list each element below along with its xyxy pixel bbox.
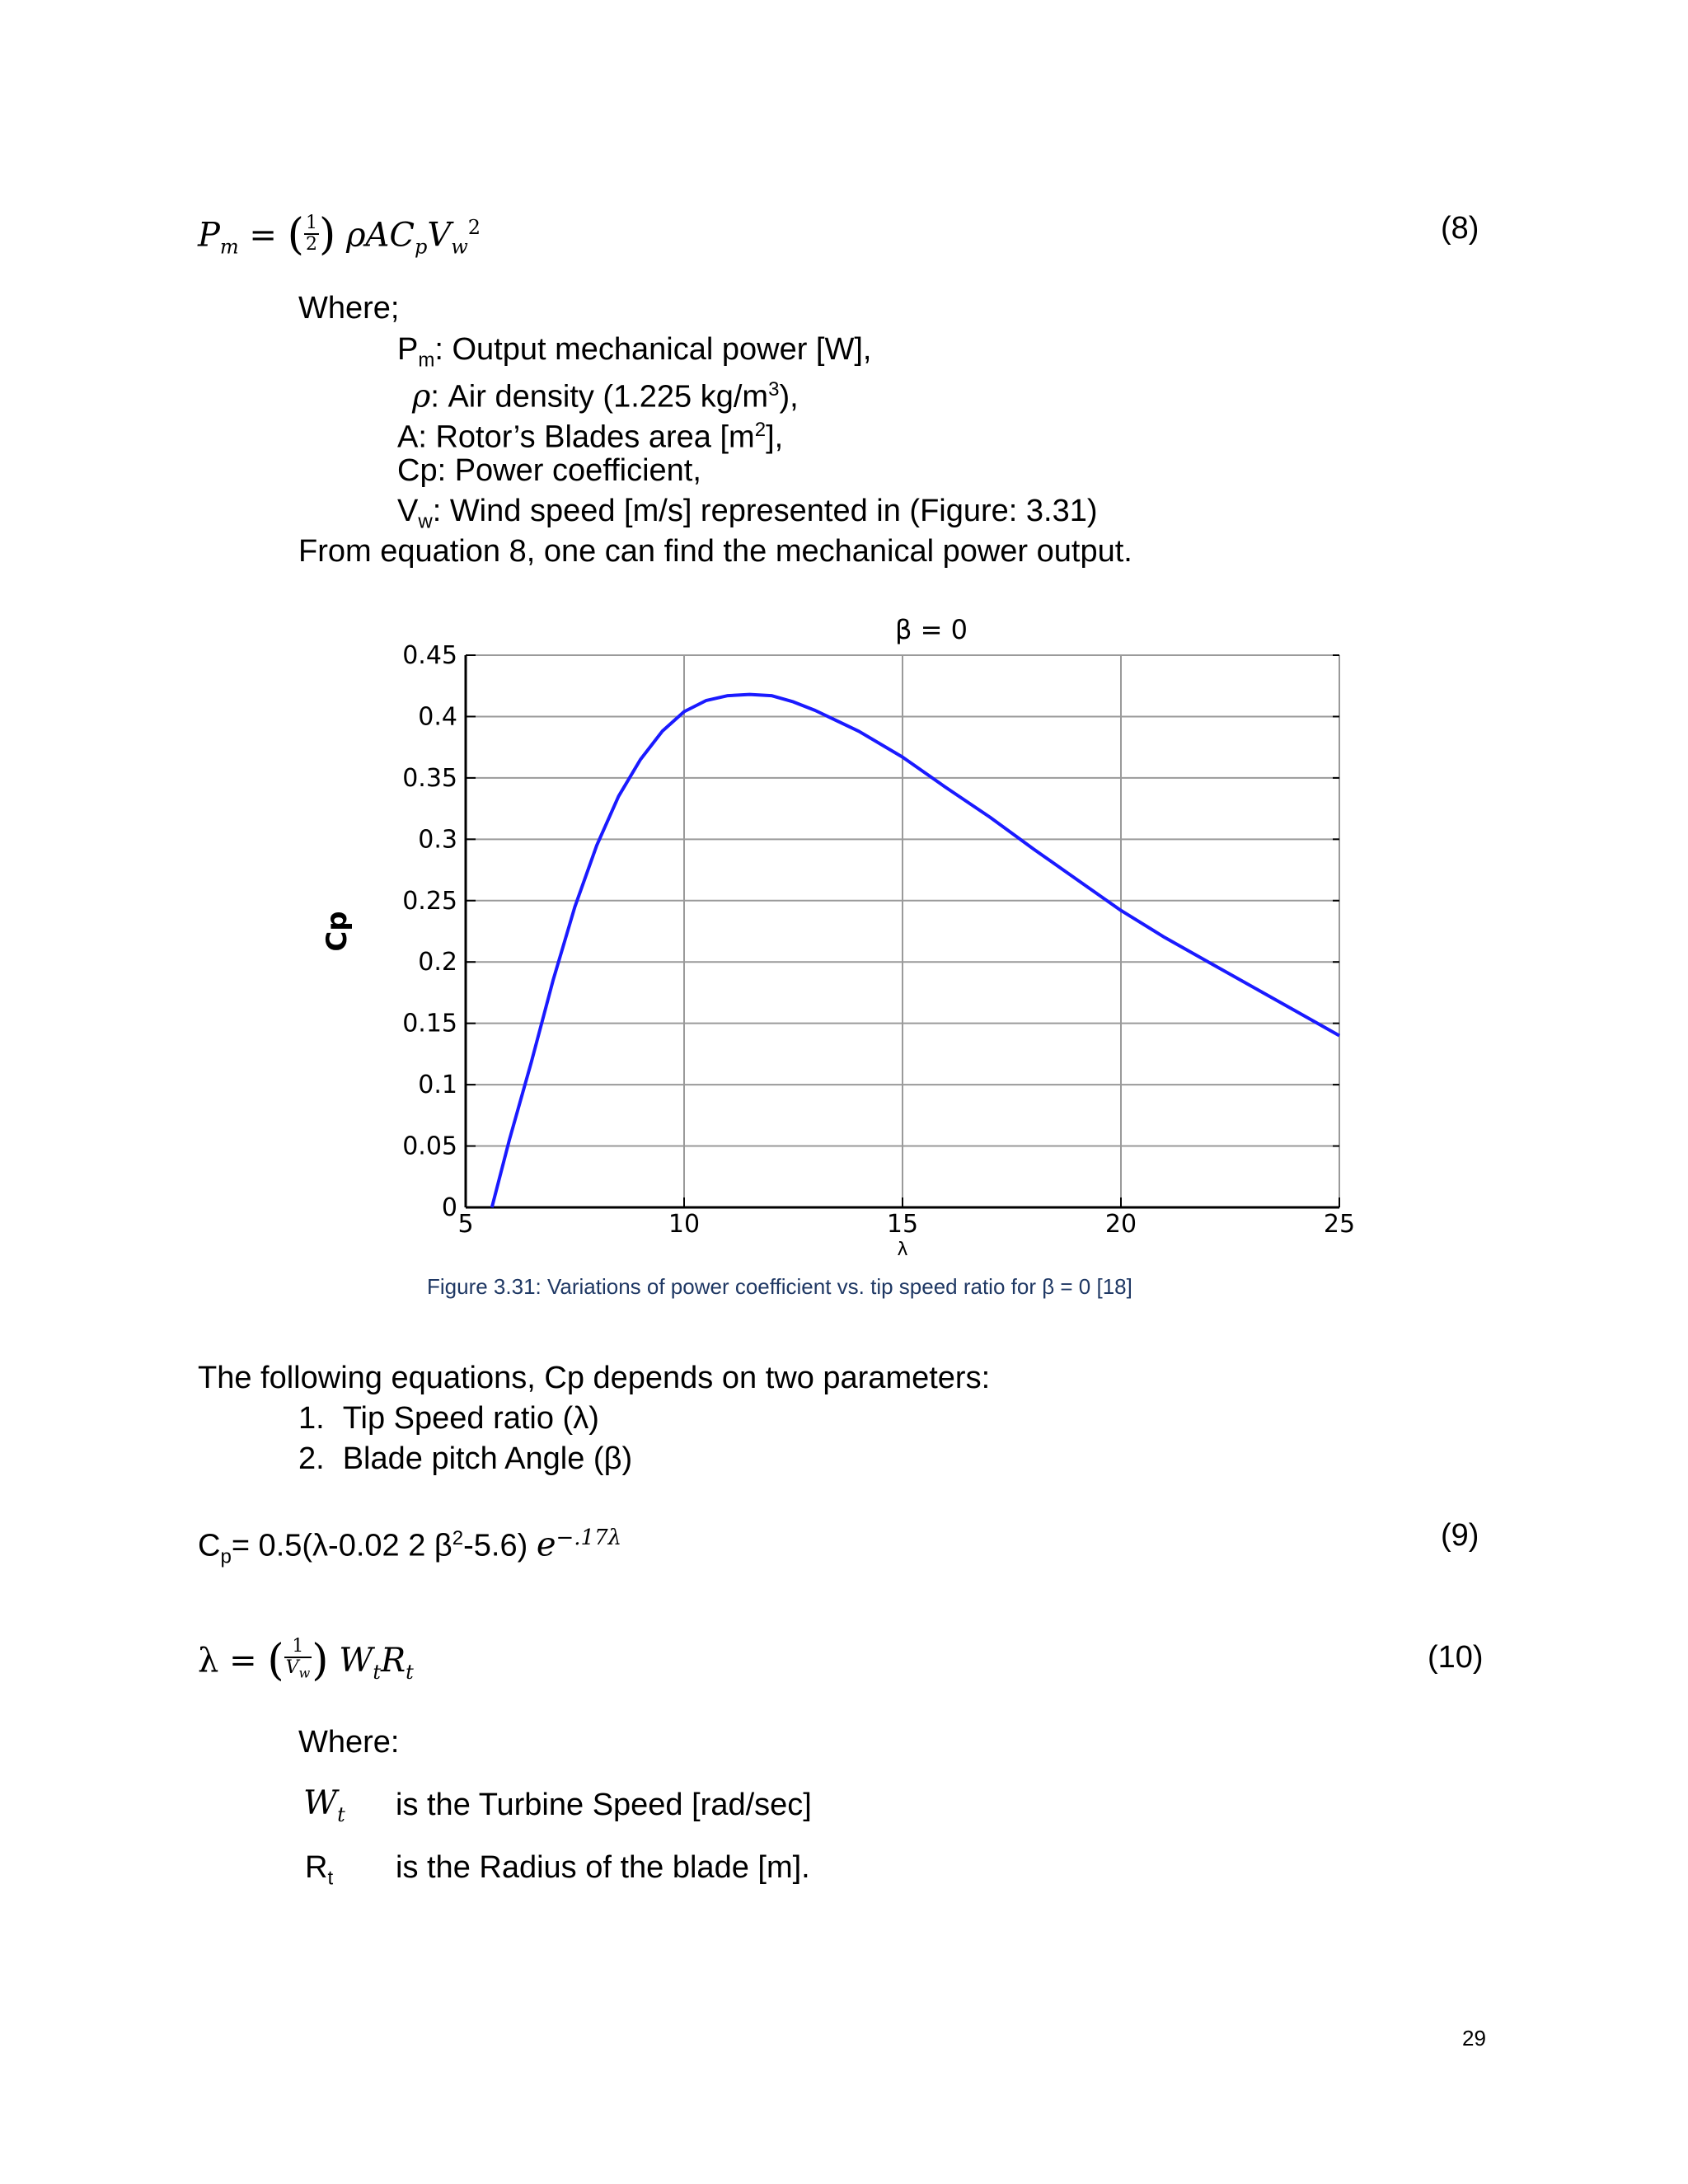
para2-item-1: 1. Tip Speed ratio (λ) bbox=[298, 1401, 599, 1436]
equation-9: $C_p= 0.5(\lambda-0.02$ 2 $\beta^2-5.6$) $e^{-.17\lambda}$ bbox=[198, 1526, 622, 1568]
where2-item-wt: $W_t$ bbox=[303, 1784, 345, 1826]
eq8-frac-num: 1 bbox=[305, 213, 317, 234]
para2-item-2: 2. Blade pitch Angle (β) bbox=[298, 1441, 633, 1476]
eq8-rhs-sub1: p bbox=[414, 235, 428, 259]
eq10-rhs-sub2: t bbox=[406, 1661, 414, 1685]
y-tick-label: 0.25 bbox=[402, 886, 457, 916]
where1-item-area: A: Rotor’s Blades area $[m^2]$, bbox=[397, 419, 784, 455]
equation-8: $P_m$ = ( $\frac{1}{2}$ ) $\rho AC_pV_w^2$ bbox=[198, 210, 481, 260]
eq10-frac-num: 1 bbox=[284, 1637, 312, 1658]
eq8-rhs-sub2: w bbox=[451, 235, 468, 259]
cp-vs-lambda-chart bbox=[313, 593, 1385, 1269]
where2-item-rt: $R_t$ bbox=[305, 1850, 334, 1890]
eq8-rhs-sup: 2 bbox=[467, 216, 481, 239]
chart-labels bbox=[321, 614, 1355, 1260]
eq10-rhs-a: W bbox=[339, 1642, 373, 1680]
y-tick-label: 0.35 bbox=[402, 763, 457, 793]
figure-caption: Figure 3.31: Variations of power coefficient vs. tip speed ratio for β = 0 [18] bbox=[427, 1274, 1132, 1299]
eq10-rhs-sub1: t bbox=[373, 1661, 381, 1685]
para2-text: The following equations, Cp depends on two parameters: bbox=[198, 1361, 991, 1395]
equation-10: λ = ( $\frac{1}{V_w}$ ) $W_tR_t$ bbox=[198, 1636, 414, 1686]
series-line-cp bbox=[492, 695, 1339, 1207]
chart-grid bbox=[466, 655, 1339, 1207]
eq10-equals: = bbox=[229, 1642, 257, 1680]
y-tick-label: 0.2 bbox=[418, 948, 457, 977]
eq10-rhs-b: R bbox=[381, 1642, 406, 1680]
y-axis-label: Cp bbox=[321, 911, 354, 952]
where1-item-rho: ρ: Air density (1.225 $kg/m^3$), bbox=[412, 377, 799, 415]
chart-series bbox=[492, 695, 1339, 1207]
page-number: 29 bbox=[1462, 2026, 1486, 2050]
eq10-number: (10) bbox=[1428, 1640, 1484, 1675]
x-tick-label: 15 bbox=[886, 1210, 919, 1239]
where2-item-rt-desc: is the Radius of the blade [m]. bbox=[396, 1850, 810, 1885]
x-tick-label: 10 bbox=[668, 1210, 701, 1239]
eq8-equals: = bbox=[249, 216, 277, 255]
where1-item-pm: $P_m$: Output mechanical power [W], bbox=[397, 332, 872, 372]
eq9-number: (9) bbox=[1441, 1518, 1479, 1553]
where2-label: Where: bbox=[298, 1725, 400, 1760]
where1-item-vw: $V_w$: Wind speed [m/s] represented in (Figure: 3.31) bbox=[397, 494, 1098, 533]
eq8-rhs-a: ρAC bbox=[345, 216, 415, 255]
where1-summary: From equation 8, one can find the mechanical power output. bbox=[298, 534, 1132, 569]
eq8-fraction bbox=[304, 213, 319, 255]
eq10-frac-den: V bbox=[285, 1657, 299, 1678]
y-tick-label: 0.1 bbox=[418, 1071, 457, 1100]
y-tick-label: 0.3 bbox=[418, 825, 457, 855]
y-tick-label: 0.45 bbox=[402, 641, 457, 670]
y-tick-label: 0.05 bbox=[402, 1132, 457, 1161]
chart-title: β = 0 bbox=[895, 614, 968, 645]
x-axis-label: λ bbox=[897, 1240, 908, 1260]
eq8-rhs-b: V bbox=[427, 216, 452, 255]
where1-item-cp: Cp: Power coefficient, bbox=[397, 453, 701, 488]
y-tick-label: 0.15 bbox=[402, 1009, 457, 1038]
where2-item-wt-desc: is the Turbine Speed [rad/sec] bbox=[396, 1788, 812, 1822]
eq8-number: (8) bbox=[1441, 211, 1479, 246]
eq8-frac-den: 2 bbox=[305, 234, 317, 255]
where1-label: Where; bbox=[298, 291, 400, 326]
eq10-frac-den-sub: w bbox=[298, 1665, 311, 1681]
y-tick-label: 0.4 bbox=[418, 702, 457, 732]
x-tick-label: 20 bbox=[1104, 1210, 1137, 1239]
x-tick-label: 5 bbox=[457, 1210, 474, 1239]
x-tick-label: 25 bbox=[1323, 1210, 1356, 1239]
eq8-lhs-sub: m bbox=[219, 235, 239, 259]
eq10-fraction bbox=[284, 1637, 312, 1683]
y-tick-label: 0 bbox=[441, 1193, 457, 1222]
eq10-lhs: λ bbox=[198, 1642, 219, 1680]
eq8-lhs: P bbox=[198, 216, 220, 255]
